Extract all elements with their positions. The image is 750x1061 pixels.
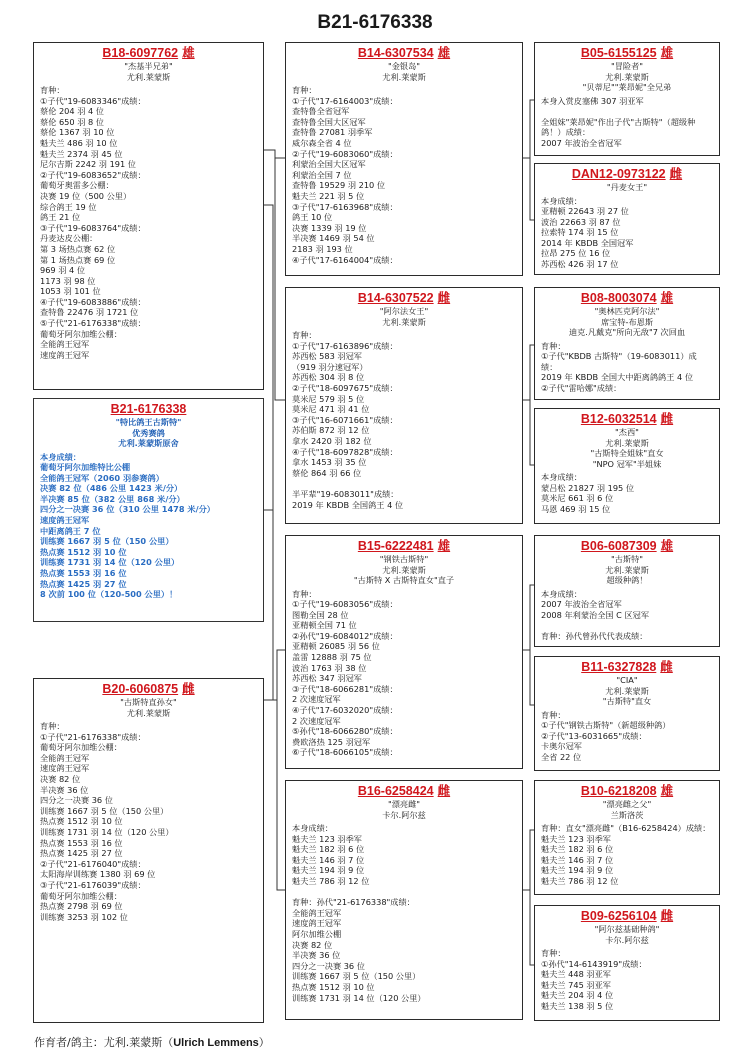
card-b10 [534,780,720,895]
card-b21-subject [33,398,264,622]
status: 优秀赛鸽 [132,427,165,438]
breeder: 尤利.莱蒙斯 [382,316,426,327]
body-line: 训练赛 1667 羽 5 位（150 公里） [40,805,169,816]
body-line: ④子代"18-6097828"成绩： [292,446,398,457]
body-line: 本身成绩： [541,472,582,482]
body-line: 亚精顿 26085 羽 56 位 [292,641,380,652]
body-line: 魁夫兰 786 羽 12 位 [292,875,370,886]
nickname: "奥林匹克阿尔法" [594,306,660,316]
nickname: "CIA" [616,675,638,685]
card-b06 [534,535,720,647]
body-line: ⑤子代"21-6176338"成绩： [40,318,146,329]
card-b05 [534,42,720,156]
body-line: 热点赛 1512 羽 10 位 [292,981,375,992]
body-line: 1173 羽 98 位 [40,275,96,286]
body-line: 费欧洛热 125 羽冠军 [292,736,371,747]
card-body [292,330,516,510]
body-line: 2019 年 KBDB 全国鸽王 4 位 [292,499,404,510]
body-line: 训练赛 1731 羽 14 位（120 公里） [40,557,180,568]
body-line: 决赛 1339 羽 19 位 [292,222,367,233]
body-line: （919 羽分速冠军） [292,361,368,372]
body-line: ①子代"17-6163896"成绩： [292,340,398,351]
breeder: 尤利.莱蒙斯 [605,564,649,575]
body-line: 半决赛 1469 羽 54 位 [292,233,375,244]
body-line: 本身成绩： [292,823,333,833]
breeder: 尤利.莱蒙斯 [126,71,171,82]
body-line: 全能鸽王冠军 [40,752,90,763]
body-line: ①子代"21-6176338"成绩： [40,731,146,742]
body-line: 查特鲁 27081 羽季军 [292,127,373,138]
body-line: 2 次速度冠军 [292,694,341,705]
body-line: 育种： [292,85,317,95]
body-line: 热点赛 2798 羽 69 位 [40,901,123,912]
body-line: 半平辈"19-6083011"成绩： [292,488,399,499]
lineage: "古斯特 X 古斯特直女"直子 [353,575,455,585]
body-line: 绩： [541,361,558,372]
body-line: 魁夫兰 182 羽 6 位 [292,844,365,855]
ring-number: B14-6307522 [357,291,434,305]
body-line: 育种：直女"漂亮雌"（B16-6258424）成绩： [541,823,711,833]
body-line: 蔡伦 204 羽 4 位 [40,106,104,117]
sex-label: 雌 [660,660,673,674]
body-line: ②子代"19-6083652"成绩： [40,169,146,180]
body-line: 半决赛 36 位 [292,950,341,961]
body-line: 魁夫兰 146 羽 7 位 [292,854,365,865]
body-line: 蔡伦 864 羽 66 位 [292,467,362,478]
body-line: ②子代"21-6176040"成绩： [40,858,146,869]
body-line: ②子代"雷哈娜"成绩： [541,382,622,393]
body-line: 魁夫兰 2374 羽 45 位 [40,148,123,159]
body-line: 训练赛 1667 羽 5 位（150 公里） [292,971,421,982]
body-line [292,887,516,898]
body-line: ①子代"KBDB 古斯特"（19-6083011）成 [541,351,697,362]
body-line: 决赛 82 位 [40,773,81,784]
body-line: 蔡伦 650 羽 8 位 [40,116,104,127]
nickname: "丹麦女王" [606,182,648,192]
body-line: ②孙代"19-6084012"成绩： [292,630,398,641]
card-body [292,85,516,265]
body-line: 苏西松 426 羽 17 位 [541,259,619,270]
nickname: "金银岛" [387,61,421,71]
body-line: 鸽王 10 位 [292,212,333,223]
body-line: 育种： [541,340,566,351]
body-line: 蒙吕松 21827 羽 195 位 [541,482,635,493]
body-line: 全姐妹"莱昂妮"作出子代"古斯特"（超级种 [541,116,696,127]
body-line: 2019 年 KBDB 全国大中距离鸽鸽王 4 位 [541,372,694,383]
card-b18 [33,42,264,390]
body-line: 苏西松 347 羽冠军 [292,673,362,684]
sex-label: 雌 [182,682,195,696]
body-line: 训练赛 1731 羽 14 位（120 公里） [292,992,426,1003]
body-line: 波治 22663 羽 87 位 [541,216,621,227]
body-line: 波治 1763 羽 38 位 [292,662,367,673]
body-line: 速度鸽王冠军 [40,515,90,526]
body-line: 丹麦达皮公棚： [40,233,98,244]
body-line: 亚精顿全国 71 位 [292,620,357,631]
body-line: 全能鸽王冠军（2060 羽参赛鸽） [40,472,164,483]
body-line: 阿尔加维公棚 [292,928,342,939]
body-line: 四分之一决赛 36 位 [40,795,113,806]
body-line: 育种： [541,948,566,958]
body-line: ②子代"13-6031665"成绩： [541,730,647,741]
body-line: 半决赛 85 位（382 公里 868 米/分） [40,493,185,504]
footer-close: ） [258,1036,270,1049]
card-body [541,589,713,642]
ring-number: B11-6327828 [581,660,657,674]
body-line: ②子代"19-6083060"成绩： [292,148,398,159]
body-line: 威尔森全省 4 位 [292,137,352,148]
card-body [541,196,713,270]
sex-label: 雌 [437,784,451,798]
card-body [541,948,713,1012]
card-body [40,452,257,600]
nickname: "阿尔兹基础种鸽" [594,924,660,934]
body-line: 魁夫兰 204 羽 4 位 [541,990,614,1001]
body-line: 热点赛 1512 羽 10 位 [40,546,127,557]
card-b20 [33,678,264,1023]
body-line: 8 次前 100 位（120-500 公里）！ [40,589,178,600]
card-body [292,823,516,1003]
body-line: ①孙代"14-6143919"成绩： [541,958,647,969]
body-line: 马恩 469 羽 15 位 [541,503,611,514]
breeder: 尤利.莱蒙斯 [382,564,426,575]
body-line: 全能鸽王冠军 [40,339,90,350]
body-line: ⑥子代"18-6066105"成绩： [292,747,398,758]
sex-label: 雌 [669,167,683,181]
body-line: 四分之一决赛 36 位 [292,960,365,971]
body-line: ⑤孙代"18-6066280"成绩： [292,726,398,737]
card-b14-6307522 [285,287,523,524]
sex-label: 雄 [660,539,674,553]
card-body [541,823,713,887]
body-line: 葡萄牙阿尔加维公棚： [40,328,122,339]
body-line: ①子代"19-6083056"成绩： [292,599,398,610]
ring-number: B20-6060875 [102,682,179,696]
body-line: 葡萄牙奥雷多公棚： [40,180,114,191]
body-line: 魁夫兰 194 羽 9 位 [292,865,365,876]
body-line: 四分之一决赛 36 位（310 公里 1478 米/分） [40,504,215,515]
body-line: 蔡伦 1367 羽 10 位 [40,127,115,138]
body-line: 热点赛 1553 羽 16 位 [40,837,123,848]
body-line: 育种： [40,721,65,731]
body-line: 尼尔吉斯 2242 羽 191 位 [40,159,136,170]
card-b14-6307534 [285,42,523,276]
nickname: "杰西" [615,427,639,437]
breeder: 尤利.莱蒙斯 [605,685,649,696]
body-line: 第 1 场热点赛 69 位 [40,254,116,265]
card-b11 [534,656,720,771]
ring-number: DAN12-0973122 [571,167,666,181]
body-line: 2008 年利蒙治全国 C 区冠军 [541,609,650,620]
body-line: 2007 年波治全省冠军 [541,137,622,148]
body-line: ①子代"19-6083346"成绩： [40,95,146,106]
lineage: "贝蒂尼""莱昂妮"全兄弟 [582,82,672,92]
sex-label: 雄 [437,539,451,553]
body-line: 魁夫兰 123 羽季军 [292,833,362,844]
card-body [40,85,257,360]
ring-number: B06-6087309 [580,539,657,553]
body-line: 第 3 场热点赛 62 位 [40,243,116,254]
ring-number: B14-6307534 [357,46,434,60]
card-dan12 [534,163,720,275]
ring-number: B09-6256104 [580,909,657,923]
breeder: 尤利.莱蒙斯 [605,437,649,448]
body-line: ②子代"18-6097675"成绩： [292,382,398,393]
body-line: 查特鲁全国大区冠军 [292,116,366,127]
lineage: "NPO 冠军"半姐妹 [592,458,662,469]
body-line: 拿水 2420 羽 182 位 [292,435,372,446]
sex-label: 雄 [182,46,195,60]
body-line: 葡萄牙阿尔加维公棚： [40,742,122,753]
card-b15 [285,535,523,769]
nickname: "杰基半兄弟" [124,61,173,71]
body-line: 决赛 19 位（500 公里） [40,190,132,201]
nickname: "钢铁古斯特" [379,554,429,564]
body-line: 2183 羽 193 位 [292,243,353,254]
body-line: 育种： [40,85,65,95]
breeder-footer [34,1034,270,1050]
status: 超级种鸽！ [606,575,648,585]
footer-name-en: Ulrich Lemmens [173,1037,259,1049]
body-line: 魁夫兰 182 羽 6 位 [541,844,614,855]
breeder: 尤利.莱蒙斯 [382,71,426,82]
ring-number: B08-8003074 [580,291,657,305]
body-line: ③子代"17-6163968"成绩： [292,201,398,212]
card-b12 [534,408,720,524]
body-line: 全能鸽王冠军 [292,907,342,918]
lineage: "古斯特全姐妹"直女 [590,448,664,458]
body-line [541,620,713,631]
body-line: 苏西松 583 羽冠军 [292,351,362,362]
ring-number: B15-6222481 [357,539,434,553]
nickname: "冒险者" [610,61,644,71]
body-line: 查特鲁全省冠军 [292,106,350,117]
sex-label: 雄 [660,291,674,305]
body-line: ①子代"钢铁古斯特"（新超级种鸽） [541,720,671,731]
body-line: 利蒙治全国大区冠军 [292,159,366,170]
body-line: 速度鸽王冠军 [40,763,90,774]
body-line: 育种：孙代"21-6176338"成绩： [292,897,415,908]
breeder: 卡尔.阿尔兹 [605,934,649,945]
body-line: 莫米尼 471 羽 41 位 [292,404,370,415]
breeder: 卡尔.阿尔兹 [382,809,426,820]
body-line: ①子代"17-6164003"成绩： [292,95,398,106]
body-line: 魁夫兰 745 羽亚军 [541,979,611,990]
sex-label: 雌 [660,909,674,923]
card-body [292,589,516,759]
breeder: 尤利.莱蒙斯 [605,71,649,82]
ring-number: B10-6218208 [580,784,657,798]
body-line: 热点赛 1512 羽 10 位 [40,816,123,827]
body-line: 热点赛 1425 羽 27 位 [40,578,127,589]
sex-label: 雄 [437,46,451,60]
card-b09 [534,905,720,1021]
body-line: 卡奥尔冠军 [541,741,582,752]
breeder: 兰斯洛茨 [610,809,644,820]
page-title: B21-6176338 [317,12,433,33]
body-line: 2007 年波治全省冠军 [541,599,622,610]
nickname: "漂亮雌之父" [602,799,652,809]
body-line: 拉索特 174 羽 15 位 [541,227,619,238]
body-line: 盖雷 12888 羽 75 位 [292,652,372,663]
ring-number: B16-6258424 [357,784,434,798]
nickname: "漂亮雌" [387,799,421,809]
sex-label: 雌 [437,291,451,305]
body-line: 本身入赏皮塞佛 307 羽亚军 [541,95,644,106]
body-line: 热点赛 1553 羽 16 位 [40,568,127,579]
card-body [541,341,713,394]
breeder: 尤利.莱蒙斯 [126,707,171,718]
body-line: 苏伯斯 872 羽 12 位 [292,425,370,436]
card-b08 [534,287,720,400]
body-line: 热点赛 1425 羽 27 位 [40,848,123,859]
body-line: 魁夫兰 486 羽 10 位 [40,137,118,148]
body-line: ④子代"17-6164004"成绩： [292,254,398,265]
body-line: 中距离鸽王 7 位 [40,525,101,536]
body-line: 魁夫兰 146 羽 7 位 [541,854,614,865]
body-line: 本身成绩： [541,588,582,599]
body-line: 太阳海岸训练赛 1380 羽 69 位 [40,869,156,880]
body-line: 969 羽 4 位 [40,265,86,276]
body-line: 查特鲁 19529 羽 210 位 [292,180,386,191]
body-line: 本身成绩： [541,195,582,206]
body-line: 莫米尼 579 羽 5 位 [292,393,365,404]
body-line: 魁夫兰 123 羽季军 [541,833,611,844]
body-line: 图勒全国 28 位 [292,609,349,620]
body-line: 拿水 1453 羽 35 位 [292,457,367,468]
body-line: 鸽！）成绩： [541,127,591,138]
nickname: "阿尔法女王" [379,306,429,316]
breeder: 尤利.莱蒙斯原舍 [118,438,179,448]
card-body [541,472,713,514]
body-line: 全省 22 位 [541,751,582,762]
card-body [541,710,713,763]
body-line: 葡萄牙阿尔加维特比公棚 [40,462,131,473]
body-line: 综合鸽王 19 位 [40,201,97,212]
body-line: ③子代"21-6176039"成绩： [40,879,146,890]
sex-label: 雄 [660,784,674,798]
body-line: 莫米尼 661 羽 6 位 [541,493,614,504]
sex-label: 雄 [660,46,674,60]
body-line: 半决赛 36 位 [40,784,89,795]
body-line: ③子代"16-6071661"成绩： [292,414,398,425]
body-line: ③子代"18-6066281"成绩： [292,683,398,694]
body-line: 本身成绩： [40,451,81,462]
body-line: 魁夫兰 448 羽亚军 [541,969,611,980]
body-line: 2014 年 KBDB 全国冠军 [541,237,634,248]
body-line: 决赛 82 位 [292,939,333,950]
card-body [541,96,713,149]
breeder: 席宝特-布恩斯 [600,316,654,327]
body-line [292,478,516,489]
body-line: 2 次速度冠军 [292,715,341,726]
lineage: 迪克.凡戴克"所向无敌"7 次回血 [568,327,686,337]
body-line: 决赛 82 位（486 公里 1423 米/分） [40,483,183,494]
card-body [40,721,257,922]
body-line: 训练赛 1667 羽 5 位（150 公里） [40,536,174,547]
body-line: ④子代"19-6083886"成绩： [40,296,146,307]
body-line: 鸽王 21 位 [40,212,81,223]
body-line: 亚精顿 22643 羽 27 位 [541,206,629,217]
ring-number: B21-6176338 [110,402,187,416]
card-b16 [285,780,523,1020]
nickname: "古斯特" [610,554,644,564]
footer-label: 作育者/鸽主：尤利.莱蒙斯（ [34,1036,174,1049]
body-line: 训练赛 1731 羽 14 位（120 公里） [40,826,174,837]
body-line: 拉昂 275 位 16 位 [541,248,611,259]
ring-number: B18-6097762 [102,46,179,60]
body-line: 魁夫兰 221 羽 5 位 [292,190,365,201]
body-line: 查特鲁 22476 羽 1721 位 [40,307,139,318]
body-line: 育种： [292,330,317,340]
body-line: 葡萄牙阿尔加维公棚： [40,890,122,901]
body-line: 育种： [292,588,317,599]
ring-number: B12-6032514 [580,412,657,426]
nickname: "特比鸽王古斯特" [115,417,182,427]
lineage: "古斯特"直女 [602,696,652,706]
body-line: 利蒙治全国 7 位 [292,169,352,180]
body-line: ③子代"19-6083764"成绩： [40,222,146,233]
body-line: 速度鸽王冠军 [40,349,90,360]
body-line: 速度鸽王冠军 [292,918,342,929]
body-line: 魁夫兰 194 羽 9 位 [541,865,614,876]
nickname: "古斯特直孙女" [120,697,177,707]
body-line: 育种：孙代曾孙代代表成绩： [541,630,648,641]
body-line: ④子代"17-6032020"成绩： [292,705,398,716]
body-line: 苏西松 304 羽 8 位 [292,372,365,383]
body-line: 1053 羽 101 位 [40,286,101,297]
sex-label: 雌 [660,412,674,426]
body-line: 育种： [541,709,566,720]
ring-number: B05-6155125 [580,46,657,60]
body-line: 魁夫兰 786 羽 12 位 [541,875,619,886]
body-line: 训练赛 3253 羽 102 位 [40,911,128,922]
body-line [541,106,713,117]
body-line: 魁夫兰 138 羽 5 位 [541,1000,614,1011]
